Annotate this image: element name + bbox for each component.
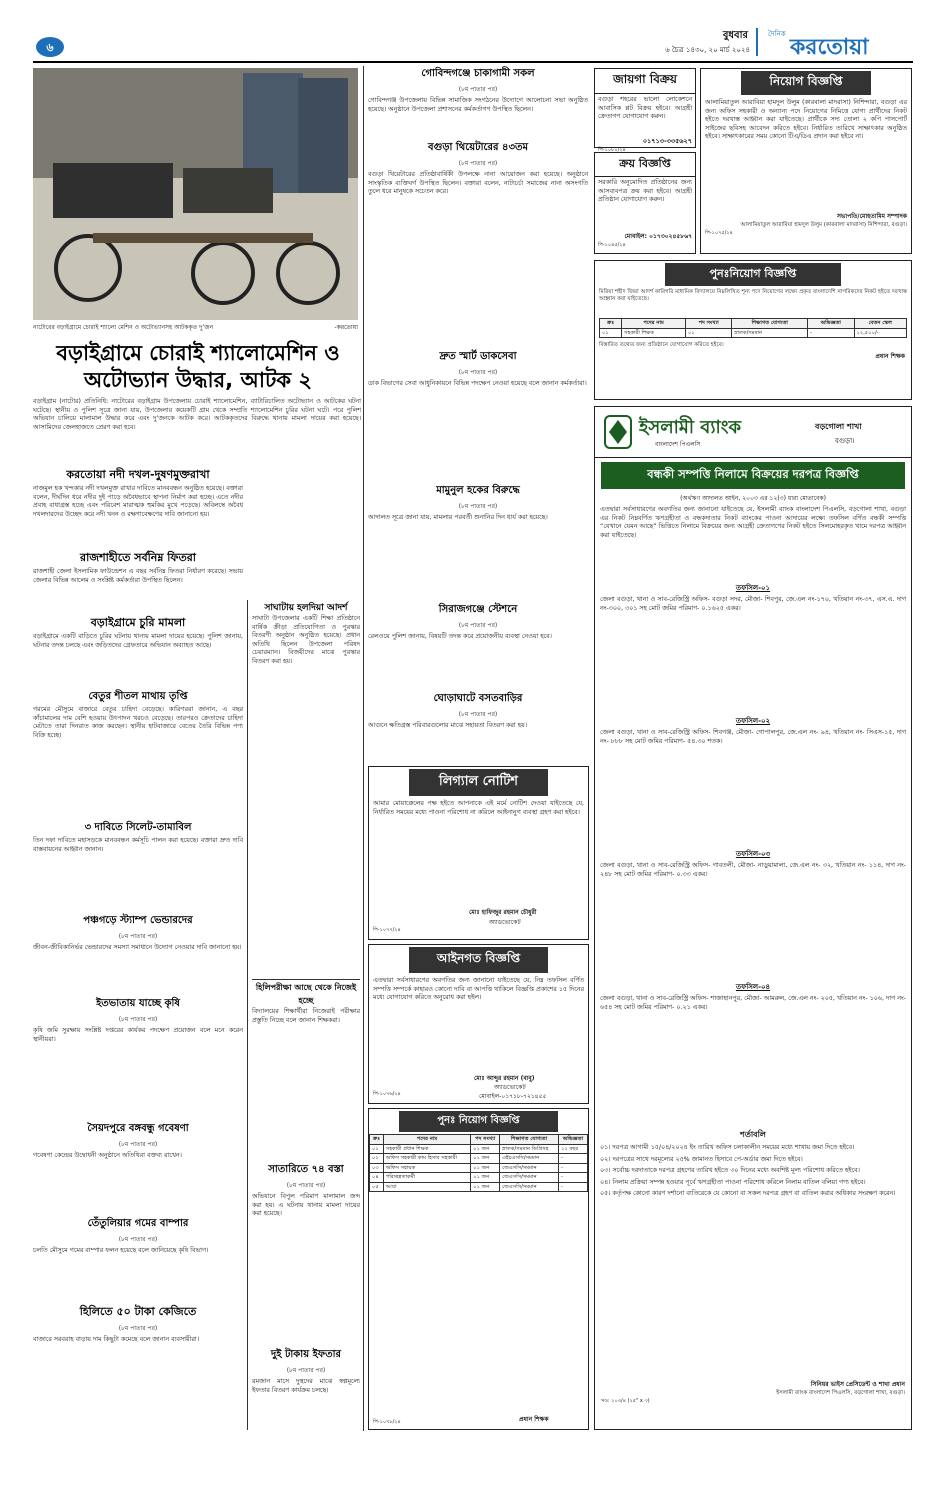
- table-cell: অফিস সহকারী কাম হিসাব সহকারী: [383, 1154, 470, 1164]
- table-cell: ১২,৫০০/-: [854, 328, 906, 338]
- story-sub: (৮ম পাতার পর): [118, 1325, 158, 1332]
- story-10: [33, 1303, 243, 1394]
- story-title: সাঘাটায় হলদিয়া আদর্শ: [264, 603, 348, 613]
- purchase-ref: পি-১০৪৫/২৪: [598, 242, 626, 248]
- table-cell: পরিচ্ছন্নতাকর্মী: [383, 1173, 470, 1183]
- hiring-notice: [700, 68, 912, 254]
- story-title: রাজশাহীতে সর্বনিম্ন ফিতরা: [80, 551, 196, 564]
- schedule-body: জেলা বগুড়া, থানা ও সাব-রেজিস্ট্রি অফিস- গাবতলী, মৌজা- নাড়ুয়ামালা, জে.এল নং- ৩২, খতিয়ান নং- ১১৪, দাগ নং- ২৪৮ সহ মোট জমির পরিমাণ- ০.৩৩ একর।: [600, 862, 906, 878]
- table-header: শিক্ষাগত যোগ্যতা: [500, 1135, 559, 1145]
- table-cell: সহকারী প্রধান শিক্ষক: [383, 1144, 470, 1154]
- story-title: হিলিতে ৫০ টাকা কেজিতে: [79, 1305, 197, 1318]
- story-sub: (৮ম পাতার পর): [118, 1236, 158, 1243]
- news-photo: [33, 68, 358, 320]
- reappointment-title: পুনঃনিয়োগ বিজ্ঞপ্তি: [665, 263, 841, 286]
- term-item: ০৩। সর্বোচ্চ দরদাতাকে দরপত্র গ্রহণের তারিখ হইতে ৩০ দিনের মধ্যে অবশিষ্ট মূল্য পরিশোধ করিতে হইবে।: [600, 1167, 860, 1175]
- table-header: ক্রঃ: [600, 319, 622, 329]
- paper-name: করতোয়া: [790, 35, 869, 60]
- story-body: কৃষি জমি সুরক্ষায় সংশ্লিষ্ট দপ্তরের কার্যকর পদক্ষেপ প্রয়োজন বলে মনে করেন স্থানীয়রা।: [33, 1027, 243, 1043]
- story-body: বগুড়া থিয়েটারের প্রতিষ্ঠাবার্ষিকী উপলক্ষে নানা আয়োজন করা হয়েছে। অনুষ্ঠানে সাংস্কৃতিক ব্যক্তিবর্গ উপস্থিত ছিলেন। বক্তারা বলেন, নাট্যচর্চা সমাজের নানা অসংগতি তুলে ধরে মানুষকে সচেতন করে।: [368, 171, 588, 196]
- story-body: জীবন-জীবিকানির্ভর ভেন্ডারদের সমস্যা সমাধানে উদ্যোগ নেওয়ার দাবি জানানো হয়।: [33, 944, 242, 951]
- story-title: সিরাজগঞ্জে স্টেশনে: [438, 604, 518, 615]
- story-sub: (৮ম পাতার পর): [458, 711, 498, 718]
- table-cell: আয়া: [383, 1182, 470, 1192]
- photo-illustration: [33, 68, 358, 320]
- story-sub: (৮ম পাতার পর): [458, 86, 498, 93]
- bank-law: (অর্থঋণ আদালত আইন, ২০০৩ এর ১২(৩) ধারা মোতাবেক): [680, 495, 826, 502]
- bank-name: ইসলামী ব্যাংক: [639, 417, 742, 438]
- story-body: রাজশাহী জেলা ইসলামিক ফাউন্ডেশন এ বছর সর্বনিম্ন ফিতরা নির্ধারণ করেছে। সভায় জেলার বিভিন্ন আলেম ও সংশ্লিষ্ট কর্মকর্তারা উপস্থিত ছিলেন।: [33, 568, 243, 584]
- story-title: সাতারিতে ৭৪ বস্তা: [268, 1164, 344, 1175]
- schedule-title: তফসিল-০৪: [735, 983, 771, 991]
- story-body: রমজান মাসে দুস্থদের মাঝে স্বল্পমূল্যে ইফতার বিতরণ কার্যক্রম চলছে।: [252, 1378, 360, 1394]
- story-body: ডাক বিভাগের সেবা আধুনিকায়নে বিভিন্ন পদক্ষেপ নেওয়া হয়েছে বলে জানান কর্মকর্তারা।: [368, 380, 587, 387]
- table-cell: ০২: [370, 1154, 384, 1164]
- story-title: দুই টাকায় ইফতার: [271, 1349, 341, 1360]
- masthead-rule: [33, 61, 913, 63]
- story-sub: (৮ম পাতার পর): [458, 369, 498, 376]
- legal-notice-ref: পি-১০৭৭/২৪: [373, 927, 401, 933]
- story-1: [368, 66, 588, 137]
- legal-notice-signer: মোঃ হাফিজুর রহমান চৌধুরী: [469, 909, 537, 916]
- legal-announcement-role: অ্যাডভোকেট: [494, 1084, 526, 1091]
- column-left: [33, 466, 243, 1431]
- story-body: রেলওয়ে পুলিশ জানায়, বিষয়টি তদন্ত করে প্রয়োজনীয় ব্যবস্থা নেওয়া হবে।: [368, 633, 552, 640]
- story-3: [368, 349, 588, 480]
- reappointment-notice: [594, 260, 912, 400]
- story-4: [33, 689, 243, 816]
- rehiring-title: পুনঃ নিয়োগ বিজ্ঞপ্তি: [399, 1111, 558, 1132]
- table-row: [370, 1182, 588, 1192]
- story-body: নাজমুল হক খন্দকার নদী দখলমুক্ত রাখার দাবিতে মানববন্ধন অনুষ্ঠিত হয়েছে। বক্তারা বলেন, দীর্ঘদিন ধরে নদীর দুই পাড়ে অবৈধভাবে স্থাপনা নির্মাণ করা হচ্ছে। এতে নদীর প্রবাহ বাধাগ্রস্ত হচ্ছে এবং পরিবেশ মারাত্মক হুমকির মুখে পড়েছে। অবিলম্বে অবৈধ দখলদারদের উচ্ছেদ করে নদী খনন ও রক্ষণাবেক্ষণের দাবি জানানো হয়।: [33, 485, 243, 518]
- story-title: হিলিপরীক্ষা আছে থেকে নিজেই হচ্ছে: [255, 983, 357, 1005]
- page-number-logo: [35, 36, 65, 58]
- land-sale-ad: [594, 68, 696, 153]
- legal-announcement-body: এতদ্বারা সর্বসাধারণের অবগতির জন্য জানানো যাইতেছে যে, নিম্ন তফসিল বর্ণিত সম্পত্তি সম্পর্কে কাহারও কোনো দাবি বা আপত্তি থাকিলে বিজ্ঞপ্তি প্রকাশের ১৫ দিনের মধ্যে যোগাযোগ করিতে অনুরোধ করা হইল।: [373, 977, 584, 1002]
- table-header: অভিজ্ঞতা: [559, 1135, 588, 1145]
- table-cell: -: [559, 1154, 588, 1164]
- story-6: [33, 913, 243, 992]
- term-item: ০৪। নিলাম প্রক্রিয়া সম্পন্ন হওয়ার পূর্বে ঋণগ্রহীতা পাওনা পরিশোধ করিলে নিলাম বাতিল বলিয়া গণ্য হইবে।: [600, 1178, 866, 1186]
- column-divider: [247, 600, 248, 1430]
- table-cell: ০১: [686, 328, 732, 338]
- legal-announcement: [368, 944, 589, 1104]
- table-cell: ১২ বছর: [559, 1144, 588, 1154]
- bank-branch-city: বগুড়া।: [835, 437, 855, 445]
- bank-logo-icon: [603, 414, 633, 450]
- story-sub: (৮ম পাতার পর): [458, 160, 498, 167]
- table-row: [370, 1154, 588, 1164]
- bank-terms-title: শর্তাবলি: [740, 1130, 766, 1139]
- hiring-body: আলামিয়াতুল আরাবিয়া হামদুল উলুম (কারবালা মাদরাসা) নিশিন্দারা, বগুড়া এর জন্য অফিস সহকারী ও অন্যান্য পদে নিয়োগের নিমিত্তে যোগ্য প্রার্থীদের নিকট হইতে দরখাস্ত আহ্বান করা যাইতেছে। প্রার্থীকে সদ্য তোলা ২ কপি পাসপোর্ট সাইজের ছবিসহ আবেদন করিতে হইবে। নির্ধারিত তারিখে সাক্ষাৎকার অনুষ্ঠিত হইবে। সাক্ষাৎকারের সময় কোনো টিএ/ডিএ প্রদান করা হইবে না।: [705, 99, 907, 141]
- table-cell: স্নাতক/সমমান: [732, 328, 808, 338]
- rehiring-notice: [368, 1108, 589, 1430]
- story-2: [33, 549, 243, 610]
- masthead-day: বুধবার: [722, 30, 748, 41]
- story-title: বেতুর শীতল মাথায় তৃপ্তি: [88, 691, 188, 702]
- table-cell: ০১ জন: [471, 1182, 500, 1192]
- bank-signer-org: ইসলামী ব্যাংক বাংলাদেশ পিএলসি, বড়গোলা শাখা, বগুড়া।: [776, 1390, 905, 1396]
- table-cell: স্নাতক/সমমান ডিগ্রিসহ: [500, 1144, 559, 1154]
- table-header: শিক্ষাগত যোগ্যতা: [732, 319, 808, 329]
- story-sub: (৮ম পাতার পর): [118, 933, 158, 940]
- paper-name-small: দৈনিক: [768, 30, 786, 38]
- table-cell: ০১ জন: [471, 1144, 500, 1154]
- table-row: [600, 328, 907, 338]
- bank-branch: বড়গোলা শাখা: [815, 422, 862, 431]
- story-3: [252, 1162, 360, 1343]
- story-title: বগুড়া থিয়েটারের ৪৩তম: [427, 142, 529, 153]
- table-cell: জেএসসি/সমমান: [500, 1163, 559, 1173]
- term-item: ০২। দরপত্রের সাথে দরমূল্যের ২৫% জামানত হিসাবে পে-অর্ডার জমা দিতে হইবে।: [600, 1155, 803, 1163]
- story-body: বাজারে সরবরাহ বাড়ায় দাম কিছুটা কমেছে বলে জানান ব্যবসায়ীরা।: [33, 1336, 199, 1343]
- table-cell: ০১: [600, 328, 622, 338]
- story-body: সাঘাটা উপজেলার একটি শিক্ষা প্রতিষ্ঠানে বার্ষিক ক্রীড়া প্রতিযোগিতা ও পুরস্কার বিতরণী অনুষ্ঠান অনুষ্ঠিত হয়েছে। প্রধান অতিথি ছিলেন উপজেলা পরিষদ চেয়ারম্যান। বিজয়ীদের মাঝে পুরস্কার বিতরণ করা হয়।: [252, 615, 360, 665]
- story-4: [252, 1347, 360, 1498]
- story-sub: (৮ম পাতার পর): [458, 503, 498, 510]
- table-cell: ০৩: [370, 1163, 384, 1173]
- bank-title: বন্ধকী সম্পত্তি নিলামে বিক্রয়ের দরপত্র বিজ্ঞপ্তি: [601, 462, 905, 489]
- table-cell: ০১ জন: [471, 1173, 500, 1183]
- land-sale-phone: ০১৭১৩-৩৩৫৬২৭: [642, 137, 692, 145]
- story-title: বড়াইগ্রামে চুরি মামলা: [90, 616, 186, 629]
- table-header: পদ সংখ্যা: [686, 319, 732, 329]
- land-sale-title: জায়গা বিক্রয়: [595, 69, 695, 94]
- table-header: অভিজ্ঞতা: [808, 319, 854, 329]
- photo-credit: -করতোয়া: [334, 324, 358, 331]
- bank-ref: সও: ২০৩/৪ (২৫" x ৩): [601, 1398, 650, 1404]
- lead-body: বড়াইগ্রাম (নাটোর) প্রতিনিধি: নাটোরের বড়াইগ্রাম উপজেলায় চোরাই শ্যালোমেশিন, ব্যাটারিচালিত অটোভ্যান ও আটকের ঘটনা ঘটেছে। স্থানীয় ও পুলিশ সূত্রে জানা যায়, উপজেলার কয়েকটি গ্রাম থেকে সম্প্রতি শ্যালোমেশিন চুরির ঘটনা ঘটে। পরে পুলিশ অভিযান চালিয়ে মালামাল উদ্ধার করে এবং দু’জনকে আটক করে। আটককৃতদের বিরুদ্ধে থানায় মামলা দায়ের করা হয়েছে। আসামিদের জেলহাজতে প্রেরণ করা হবে।: [33, 398, 361, 431]
- schedule-body: জেলা বগুড়া, থানা ও সাব-রেজিস্ট্রি অফিস- শাজাহানপুর, মৌজা- আমরুল, জে.এল নং- ২০৫, খতিয়ান নং- ১০৬, দাগ নং- ৬৫৪ সহ মোট জমির পরিমাণ- ০.২১ একর।: [600, 995, 906, 1011]
- rehiring-table: [369, 1134, 588, 1192]
- table-row: [370, 1144, 588, 1154]
- story-title: মামুনুল হকের বিরুদ্ধে: [436, 485, 520, 496]
- story-1: [252, 600, 360, 975]
- story-8: [33, 1121, 243, 1212]
- legal-notice-title: লিগ্যাল নোটিশ: [409, 769, 548, 796]
- reappointment-footer: বিস্তারিত তথ্যের জন্য প্রতিষ্ঠানে যোগাযোগ করিতে হইবে।: [599, 342, 724, 348]
- story-2: [252, 979, 360, 1158]
- photo-caption: নাটোরের বড়াইগ্রামে চোরাই শ্যালো মেশিন ও অটোভ্যানসহ আটককৃত দু’জন: [33, 324, 214, 331]
- schedule-title: তফসিল-০২: [735, 717, 771, 725]
- purchase-ad: [594, 152, 696, 254]
- rehiring-signer: প্রধান শিক্ষক: [519, 1416, 549, 1423]
- hiring-title: নিয়োগ বিজ্ঞপ্তি: [741, 71, 871, 95]
- story-5: [33, 820, 243, 909]
- story-body: বিদ্যালয়ের শিক্ষার্থীরা নিজেরাই পরীক্ষার প্রস্তুতি নিচ্ছে বলে জানান শিক্ষকরা।: [252, 1008, 360, 1024]
- rehiring-ref: পি-১০৭৮/২৪: [373, 1419, 401, 1425]
- purchase-title: ক্রয় বিজ্ঞপ্তি: [595, 153, 695, 177]
- story-sub: (৮ম পাতার পর): [118, 1016, 158, 1023]
- table-row: [370, 1173, 588, 1183]
- story-7: [33, 996, 243, 1117]
- land-sale-body: বগুড়া শহরের ভালো লোকেশনে আবাসিক প্লট বিক্রয় হইবে। আগ্রহী ক্রেতাগণ যোগাযোগ করুন।: [598, 96, 692, 121]
- table-cell: ০৫: [370, 1182, 384, 1192]
- table-row: [370, 1163, 588, 1173]
- legal-notice-body: আমার মোয়াক্কেলের পক্ষ হইতে আপনাকে এই মর্মে নোটিশ দেওয়া যাইতেছে যে, নির্ধারিত সময়ের মধ্যে পাওনা পরিশোধ না করিলে আইনানুগ ব্যবস্থা গ্রহণ করা হইবে।: [373, 800, 584, 816]
- table-cell: -: [559, 1163, 588, 1173]
- story-sub: (৮ম পাতার পর): [286, 1182, 326, 1189]
- story-9: [33, 1216, 243, 1299]
- lead-headline: বড়াইগ্রামে চোরাই শ্যালোমেশিন ও অটোভ্যান উদ্ধার, আটক ২: [56, 341, 340, 392]
- hiring-signer-org: আলামিয়াতুল আরাবিয়া হামদুল উলুম (কারবালা মাদরাসা) নিশিন্দারা, বগুড়া।: [740, 222, 907, 228]
- story-title: ৩ দাবিতে সিলেট-তামাবিল: [84, 822, 192, 833]
- page-badge-icon: [35, 36, 65, 58]
- schedule-body: জেলা বগুড়া, থানা ও সাব-রেজিস্ট্রি অফিস- শিবগঞ্জ, মৌজা- গোপালপুর, জে.এল নং- ৯৪, খতিয়ান নং- সিএস-১৫, দাগ নং- ৮৮৮ সহ মোট জমির পরিমাণ- ৫৪.৩০ শতক।: [600, 729, 906, 745]
- story-title: তেঁতুলিয়ার গমের বাম্পার: [87, 1218, 189, 1229]
- story-4: [368, 483, 588, 599]
- schedule-title: তফসিল-০১: [735, 584, 771, 592]
- table-header: পদের নাম: [622, 319, 686, 329]
- reappointment-table: [599, 318, 907, 338]
- bank-signer: সিনিয়র ভাইস প্রেসিডেন্ট ও শাখা প্রধান: [810, 1381, 905, 1388]
- column-divider: [363, 66, 364, 1431]
- table-cell: ০১: [370, 1144, 384, 1154]
- term-item: ০১। দরপত্র আগামী ১৫/০৪/২০২৪ ইং তারিখ অফিস চলাকালীন সময়ের মধ্যে শাখায় জমা দিতে হইবে।: [600, 1144, 855, 1151]
- bank-auction-notice: [594, 406, 912, 1430]
- bank-header: [595, 407, 911, 458]
- legal-announcement-signer: মোঃ আব্দুর রহমান (বাবু): [474, 1075, 535, 1082]
- table-header: পদ সংখ্যা: [471, 1135, 500, 1145]
- legal-announcement-ref: পি-১০৭৬/২৪: [373, 1091, 401, 1097]
- table-cell: ০১ জন: [471, 1163, 500, 1173]
- story-5: [368, 602, 588, 688]
- hiring-signer: সভাপতি/মোহতামিম সম্পাদক: [836, 213, 907, 220]
- table-cell: ০১ জন: [471, 1154, 500, 1164]
- schedule-body: জেলা বগুড়া, থানা ও সাব-রেজিস্ট্রি অফিস- বগুড়া সদর, মৌজা- শিবপুর, জে.এল নং-১৭০, খতিয়ান নং-৩৭, এস.এ. দাগ নং-৩০০, ৩০১ সহ মোট জমির পরিমাণ- ০.১৬২৫ একর।: [600, 596, 906, 612]
- story-sub: (৮ম পাতার পর): [118, 1141, 158, 1148]
- table-header: ক্রঃ: [370, 1135, 384, 1145]
- story-body: আগুনে ক্ষতিগ্রস্ত পরিবারগুলোর মাঝে সহায়তা বিতরণ করা হয়।: [368, 722, 527, 729]
- story-body: বড়াইগ্রামে একটি বাড়িতে চুরির ঘটনায় থানায় মামলা দায়ের হয়েছে। পুলিশ জানায়, ঘটনার তদন্ত চলছে এবং জড়িতদের গ্রেফতারে অভিযান অব্যাহত আছে।: [33, 633, 243, 649]
- table-header: পদের নাম: [383, 1135, 470, 1145]
- table-cell: অফিস সহায়ক: [383, 1163, 470, 1173]
- svg-text:৬: ৬: [46, 41, 54, 54]
- table-cell: -: [559, 1173, 588, 1183]
- term-item: ০৫। কর্তৃপক্ষ কোনো কারণ দর্শানো ব্যতিরেকে যে কোনো বা সকল দরপত্র গ্রহণ বা বাতিল করার অধিকার সংরক্ষণ করেন।: [600, 1190, 896, 1198]
- story-title: ঘোড়াঘাটে বসতবাড়ির: [433, 693, 523, 704]
- masthead-divider: [756, 28, 758, 56]
- reappointment-intro: মিরিয়া শহীদ জিয়া আদর্শ কারিগরি মাধ্যমিক বিদ্যালয়ে নিম্নলিখিত শূন্য পদে নিয়োগের লক্ষ্যে প্রকৃত বাংলাদেশি নাগরিকদের নিকট হইতে দরখাস্ত আহ্বান করা যাইতেছে।: [599, 289, 907, 302]
- story-title: করতোয়া নদী দখল-দুষণমুক্তরাখা: [66, 468, 210, 481]
- masthead-date: ৬ চৈত্র ১৪৩০, ২০ মার্চ ২০২৪: [665, 46, 750, 54]
- story-1: [33, 466, 243, 545]
- column-third: [368, 66, 588, 766]
- table-cell: -: [808, 328, 854, 338]
- story-body: তিন দফা দাবিতে মহাসড়কে মানববন্ধন কর্মসূচি পালন করা হয়েছে। বক্তারা দ্রুত দাবি বাস্তবায়নের আহ্বান জানান।: [33, 837, 243, 853]
- table-cell: জেএসসি/সমমান: [500, 1182, 559, 1192]
- story-2: [368, 140, 588, 346]
- column-second: [252, 600, 360, 1430]
- purchase-body: সরকারি অনুমোদিত প্রতিষ্ঠানের জন্য আসবাবপত্র ক্রয় করা হইবে। আগ্রহী প্রতিষ্ঠান যোগাযোগ করুন।: [598, 179, 692, 204]
- story-sub: (৮ম পাতার পর): [458, 622, 498, 629]
- story-body: চলতি মৌসুমে গমের বাম্পার ফলন হয়েছে বলে জানিয়েছে কৃষি বিভাগ।: [33, 1247, 209, 1254]
- table-cell: এইচএসসি/সমমান: [500, 1154, 559, 1164]
- hiring-ref: পি-১০৭৫/২৪: [705, 230, 733, 236]
- story-title: দ্রুত স্মার্ট ডাকসেবা: [439, 351, 517, 362]
- legal-announcement-phone: মোবাইল-০১৭১৮-৭২১৪৫৫: [479, 1093, 547, 1100]
- table-cell: -: [559, 1182, 588, 1192]
- story-title: ইতভাতায় যাচ্ছে কৃষি: [96, 998, 180, 1009]
- land-sale-ref: পি-১০৮০/২৪: [598, 147, 626, 153]
- story-title: পঞ্চগড়ে স্ট্যাম্প ভেন্ডারদের: [83, 915, 193, 926]
- story-body: আদালত সূত্রে জানা যায়, মামলার পরবর্তী শুনানির দিন ধার্য করা হয়েছে।: [368, 514, 548, 521]
- table-cell: ০৪: [370, 1173, 384, 1183]
- story-body: গোবিন্দগঞ্জ উপজেলায় বিভিন্ন সামাজিক সংগঠনের উদ্যোগে আলোচনা সভা অনুষ্ঠিত হয়েছে। অনুষ্ঠানে উপজেলা প্রশাসনের কর্মকর্তাগণ উপস্থিত ছিলেন।: [368, 97, 588, 113]
- story-title: গোবিন্দগঞ্জে চাকাগামী সকল: [421, 68, 535, 79]
- story-sub: (৮ম পাতার পর): [286, 1367, 326, 1374]
- table-header: বেতন স্কেল: [854, 319, 906, 329]
- legal-notice-role: অ্যাডভোকেট: [489, 919, 521, 926]
- table-cell: জেএসসি/সমমান: [500, 1173, 559, 1183]
- bank-name-sub: বাংলাদেশ পিএলসি: [655, 441, 701, 448]
- legal-announcement-title: আইনগত বিজ্ঞপ্তি: [409, 947, 548, 973]
- story-body: অভিযানে বিপুল পরিমাণ মালামাল জব্দ করা হয়। এ ঘটনায় থানায় মামলা দায়ের করা হয়েছে।: [252, 1193, 360, 1218]
- story-title: সৈয়দপুরে বঙ্গবন্ধু গবেষণা: [87, 1123, 189, 1134]
- table-cell: সহকারী শিক্ষক: [622, 328, 686, 338]
- reappointment-signer: প্রধান শিক্ষক: [875, 352, 905, 360]
- story-body: গবেষণা কেন্দ্রের উদ্বোধনী অনুষ্ঠানে অতিথিরা বক্তব্য রাখেন।: [33, 1152, 182, 1159]
- bank-schedules: [595, 582, 911, 1127]
- bank-terms: [595, 1144, 911, 1379]
- schedule-title: তফসিল-০৩: [735, 850, 771, 858]
- legal-notice: [368, 766, 589, 940]
- story-3: [33, 614, 243, 685]
- purchase-phone: মোবাইল: ০১৭৩০২৪৫৮৬৭: [624, 233, 692, 240]
- story-body: গরমের মৌসুমে বাজারে বেতুর চাহিদা বেড়েছে। কারিগররা জানান, এ বছর কাঁচামালের দাম বেশি হওয়ায় উৎপাদন খরচও বেড়েছে। তারপরও ক্রেতাদের চাহিদা মেটাতে তারা দিনরাত কাজ করছেন। স্থানীয় হাটবাজারে বেতের তৈরি বিভিন্ন পণ্য বিক্রি হচ্ছে।: [33, 706, 243, 739]
- bank-intro: এতদ্বারা সর্বসাধারণের অবগতির জন্য জানানো যাইতেছে যে, ইসলামী ব্যাংক বাংলাদেশ পিএলসি, বড়গোলা শাখা, বগুড়া এর নিকট নিম্নবর্ণিত ঋণগ্রহীতা ও বন্ধকদাতার নিকট ব্যাংকের পাওনা আদায়ের লক্ষ্যে তফসিল বর্ণিত বন্ধকী সম্পত্তি “যেখানে যেমন আছে” ভিত্তিতে নিলামে বিক্রয়ের জন্য আগ্রহী ক্রেতাগণের নিকট হইতে সিলমোহরকৃত খামে দরপত্র আহ্বান করা যাইতেছে।: [600, 506, 906, 539]
